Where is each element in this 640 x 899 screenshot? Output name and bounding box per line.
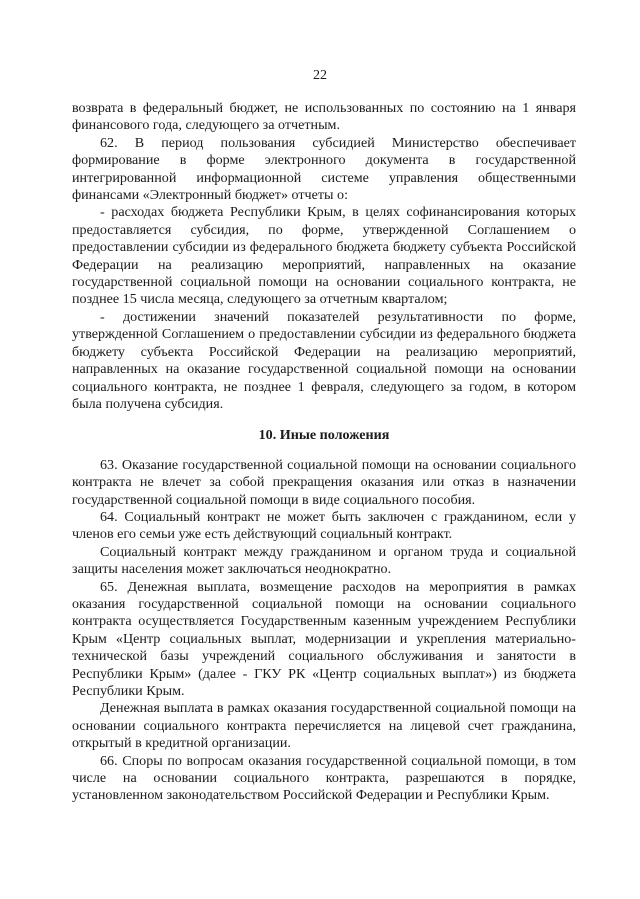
section-heading: 10. Иные положения xyxy=(258,427,390,444)
paragraph-indicators-report: - достижении значений показателей результативности по форме, утвержденной Соглашением о предоставлении субсидии из федерального бюджета бюджету субъекта Российской Федерации на реализацию мероприятий, направленных на оказание государственной социальной помощи на основании социального контракта, не позднее 1 февраля, следующего за годом, в котором была получена субсидия. xyxy=(72,308,576,412)
paragraph-64-continuation: Социальный контракт между гражданином и органом труда и социальной защиты населения может заключаться неоднократно. xyxy=(72,543,576,578)
document-body xyxy=(72,100,576,805)
page-number: 22 xyxy=(313,68,327,83)
paragraph-63: 63. Оказание государственной социальной помощи на основании социального контракта не влечет за собой прекращения оказания или отказ в назначении государственной социальной помощи в виде социального пособия. xyxy=(72,456,576,508)
paragraph-expenses-report: - расходах бюджета Республики Крым, в целях софинансирования которых предоставляется субсидия, по форме, утвержденной Соглашением о предоставлении субсидии из федерального бюджета бюджету субъекта Российской Федерации на реализацию мероприятий, направленных на оказание государственной социальной помощи на основании социального контракта, не позднее 15 числа месяца, следующего за отчетным кварталом; xyxy=(72,204,576,308)
paragraph-62: 62. В период пользования субсидией Министерство обеспечивает формирование в форме электронного документа в государственной интегрированной информационной системе управления общественными финансами «Электронный бюджет» отчеты о: xyxy=(72,134,576,204)
paragraph-64: 64. Социальный контракт не может быть заключен с гражданином, если у членов его семьи уже есть действующий социальный контракт. xyxy=(72,508,576,543)
paragraph-66: 66. Споры по вопросам оказания государственной социальной помощи, в том числе на основании социального контракта, разрешаются в порядке, установленном законодательством Российской Федерации и Республики Крым. xyxy=(72,752,576,804)
paragraph-65-continuation: Денежная выплата в рамках оказания государственной социальной помощи на основании социального контракта перечисляется на лицевой счет гражданина, открытый в кредитной организации. xyxy=(72,700,576,752)
paragraph-65: 65. Денежная выплата, возмещение расходов на мероприятия в рамках оказания государственной социальной помощи на основании социального контракта осуществляется Государственным казенным учреждением Республики Крым «Центр социальных выплат, модернизации и укрепления материально-технической базы учреждений социального обслуживания и занятости в Республики Крым» (далее - ГКУ РК «Центр социальных выплат») из бюджета Республики Крым. xyxy=(72,578,576,699)
paragraph-continuation: возврата в федеральный бюджет, не использованных по состоянию на 1 января финансового года, следующего за отчетным. xyxy=(72,100,576,134)
